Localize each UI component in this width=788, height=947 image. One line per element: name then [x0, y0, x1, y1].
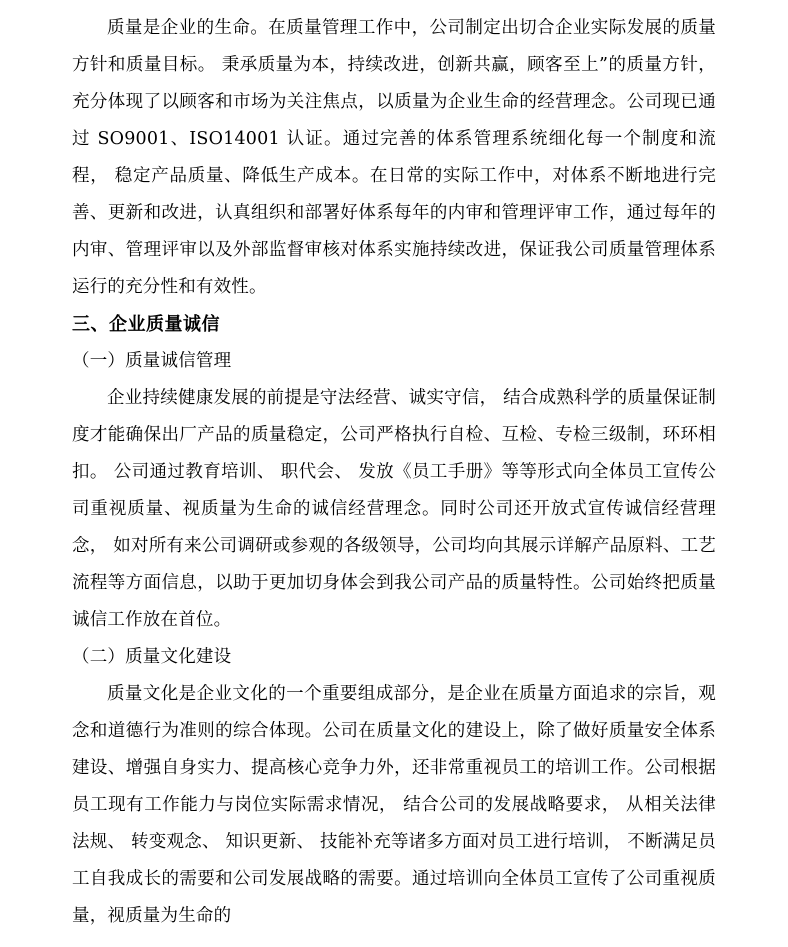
- section-heading: 三、企业质量诚信: [72, 314, 220, 335]
- body-paragraph: 质量文化是企业文化的一个重要组成部分，是企业在质量方面追求的宗旨，观念和道德行为准则的综合体现。公司在质量文化的建设上，除了做好质量安全体系建设、增强自身实力、提高核心竞争力外，还非常重视员工的培训工作。公司根据员工现有工作能力与岗位实际需求情况， 结合公司的发展战略要求， 从相关法律法规、 转变观念、 知识更新、 技能补充等诸多方面对员工进行培训， 不断满足员工自我成长的需要和公司发展战略的需要。通过培训向全体员工宣传了公司重视质量，视质量为生命的: [72, 684, 716, 926]
- body-paragraph: 质量是企业的生命。在质量管理工作中，公司制定出切合企业实际发展的质量方针和质量目标。 秉承质量为本，持续改进，创新共赢，顾客至上”的质量方针， 充分体现了以顾客和市场为关注焦点，以质量为企业生命的经营理念。公司现已通过 SO9001、ISO14001 认证。通过完善的体系管理系统细化每一个制度和流程， 稳定产品质量、降低生产成本。在日常的实际工作中，对体系不断地进行完善、更新和改进，认真组织和部署好体系每年的内审和管理评审工作，通过每年的内审、管理评审以及外部监督审核对体系实施持续改进，保证我公司质量管理体系运行的充分性和有效性。: [72, 18, 716, 297]
- body-paragraph: 企业持续健康发展的前提是守法经营、诚实守信， 结合成熟科学的质量保证制度才能确保出厂产品的质量稳定，公司严格执行自检、互检、专检三级制，环环相扣。 公司通过教育培训、 职代会、 发放《员工手册》等等形式向全体员工宣传公司重视质量、视质量为生命的诚信经营理念。同时公司还开放式宣传诚信经营理念， 如对所有来公司调研或参观的各级领导，公司均向其展示详解产品原料、工艺流程等方面信息，以助于更加切身体会到我公司产品的质量特性。公司始终把质量诚信工作放在首位。: [72, 388, 716, 630]
- subsection-heading: （二）质量文化建设: [72, 647, 232, 667]
- subsection-heading: （一）质量诚信管理: [72, 351, 232, 371]
